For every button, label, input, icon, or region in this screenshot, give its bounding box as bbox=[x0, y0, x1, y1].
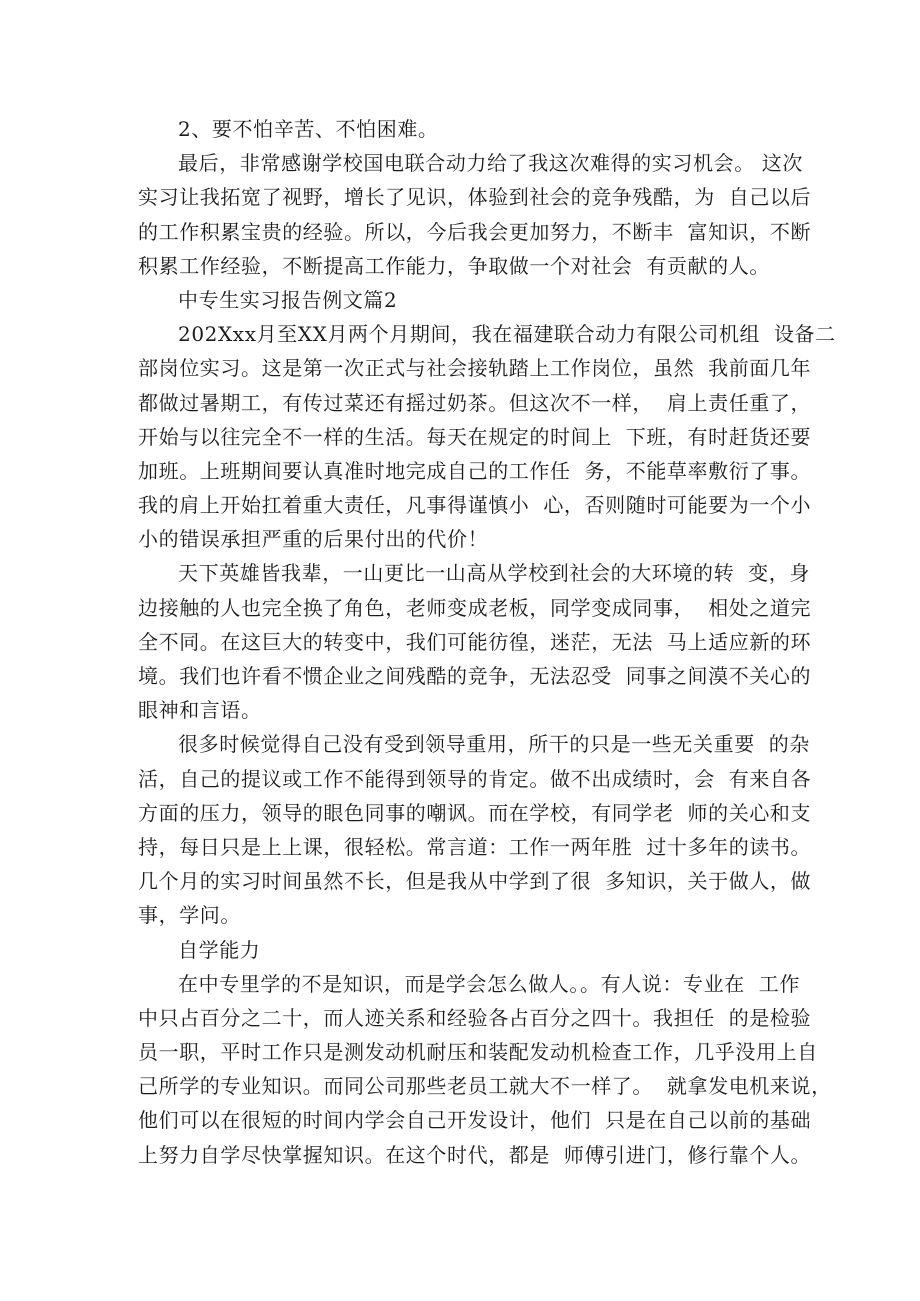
paragraph-line: 部岗位实习。这是第一次正式与社会接轨踏上工作岗位，虽然 我前面几年 bbox=[138, 356, 812, 381]
paragraph-line: 边接触的人也完全换了角色，老师变成老板，同学变成同事， 相处之道完 bbox=[138, 595, 812, 620]
paragraph-line: 几个月的实习时间虽然不长，但是我从中学到了很 多知识，关于做人，做 bbox=[138, 869, 812, 894]
paragraph-line: 眼神和言语。 bbox=[138, 698, 262, 723]
paragraph-line: 事，学问。 bbox=[138, 903, 241, 928]
paragraph-line: 天下英雄皆我辈，一山更比一山高从学校到社会的大环境的转 变，身 bbox=[178, 561, 810, 586]
paragraph-line: 方面的压力，领导的眼色同事的嘲讽。而在学校，有同学老 师的关心和支 bbox=[138, 800, 812, 825]
numbered-point: 2、要不怕辛苦、不怕困难。 bbox=[178, 117, 439, 141]
paragraph-line: 上努力自学尽快掌握知识。在这个时代，都是 师傅引进门，修行靠个人。 bbox=[138, 1142, 812, 1167]
paragraph-line: 开始与以往完全不一样的生活。每天在规定的时间上 下班，有时赶货还要 bbox=[138, 424, 812, 449]
paragraph-line: 实习让我拓宽了视野，增长了见识，体验到社会的竞争残酷，为 自己以后 bbox=[138, 185, 812, 210]
paragraph-line: 活，自己的提议或工作不能得到领导的肯定。做不出成绩时，会 有来自各 bbox=[138, 766, 812, 791]
paragraph-line: 持，每日只是上上课，很轻松。常言道：工作一两年胜 过十多年的读书。 bbox=[138, 834, 812, 859]
paragraph-line: 积累工作经验，不断提高工作能力，争取做一个对社会 有贡献的人。 bbox=[138, 253, 770, 278]
paragraph-line: 我的肩上开始扛着重大责任，凡事得谨慎小 心，否则随时可能要为一个小 bbox=[138, 493, 812, 518]
document-body bbox=[138, 112, 836, 1172]
paragraph-line: 己所学的专业知识。而同公司那些老员工就大不一样了。 就拿发电机来说， bbox=[138, 1074, 832, 1099]
section-heading: 中专生实习报告例文篇2 bbox=[178, 287, 398, 312]
paragraph-line: 很多时候觉得自己没有受到领导重用，所干的只是一些无关重要 的杂 bbox=[178, 732, 810, 757]
paragraph-line: 中只占百分之二十，而人迹关系和经验各占百分之四十。我担任 的是检验 bbox=[138, 1005, 812, 1030]
paragraph-line: 加班。上班期间要认真准时地完成自己的工作任 务，不能草率敷衍了事。 bbox=[138, 458, 812, 483]
paragraph-line: 小的错误承担严重的后果付出的代价！ bbox=[138, 527, 489, 552]
paragraph-line: 在中专里学的不是知识，而是学会怎么做人。。有人说：专业在 工作 bbox=[178, 971, 800, 996]
paragraph-line: 员一职，平时工作只是测发动机耐压和装配发动机检查工作，几乎没用上自 bbox=[138, 1040, 818, 1065]
paragraph-line: 全不同。在这巨大的转变中，我们可能彷徨，迷茫，无法 马上适应新的环 bbox=[138, 629, 812, 654]
paragraph-line: 最后，非常感谢学校国电联合动力给了我这次难得的实习机会。 这次 bbox=[178, 151, 803, 176]
paragraph-line: 202Xxx月至XX月两个月期间，我在福建联合动力有限公司机组 设备二 bbox=[178, 322, 836, 347]
paragraph-line: 的工作积累宝贵的经验。所以，今后我会更加努力，不断丰 富知识，不断 bbox=[138, 219, 812, 244]
paragraph-line: 都做过暑期工，有传过菜还有摇过奶茶。但这次不一样， 肩上责任重了， bbox=[138, 390, 812, 415]
section-heading: 自学能力 bbox=[178, 937, 261, 962]
paragraph-line: 他们可以在很短的时间内学会自己开发设计，他们 只是在自己以前的基础 bbox=[138, 1108, 812, 1133]
paragraph-line: 境。我们也许看不惯企业之间残酷的竞争，无法忍受 同事之间漠不关心的 bbox=[138, 664, 812, 688]
